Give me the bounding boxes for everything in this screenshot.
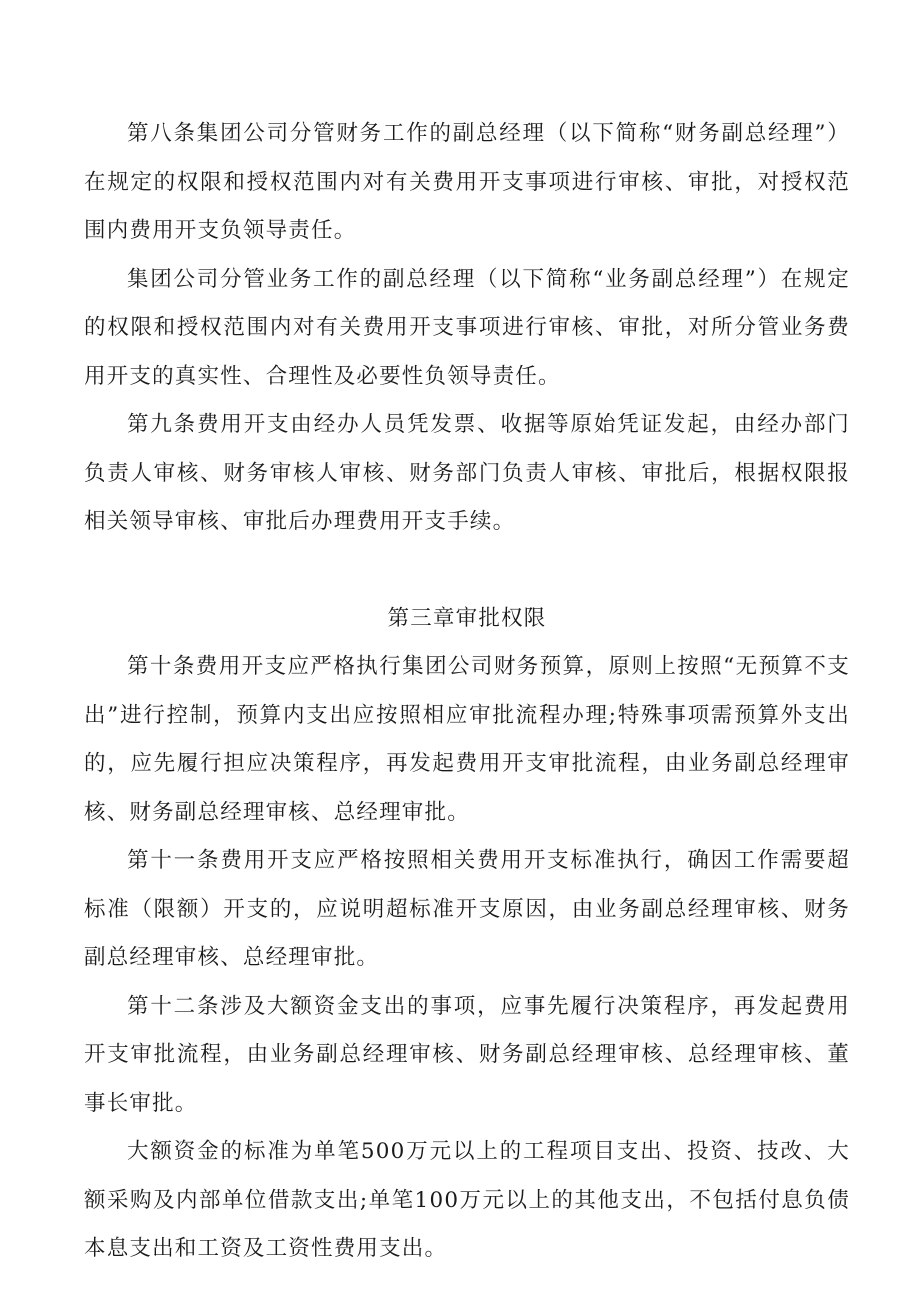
large-fund-standard-paragraph: 大额资金的标准为单笔500万元以上的工程项目支出、投资、技改、大额采购及内部单位借款支出;单笔100万元以上的其他支出，不包括付息负债本息支出和工资及工资性费用支出。	[84, 1139, 850, 1261]
article-8-paragraph: 第八条集团公司分管财务工作的副总经理（以下简称“财务副总经理”）在规定的权限和授权范围内对有关费用开支事项进行审核、审批，对授权范围内费用开支负领导责任。	[84, 121, 850, 243]
chapter-heading: 第三章审批权限	[387, 605, 547, 631]
article-10-paragraph: 第十条费用开支应严格执行集团公司财务预算，原则上按照“无预算不支出”进行控制，预算内支出应按照相应审批流程办理;特殊事项需预算外支出的，应先履行担应决策程序，再发起费用开支审批流程，由业务副总经理审核、财务副总经理审核、总经理审批。	[84, 654, 850, 825]
document-body	[84, 110, 850, 1274]
article-11-paragraph: 第十一条费用开支应严格按照相关费用开支标准执行，确因工作需要超标准（限额）开支的，应说明超标准开支原因，由业务副总经理审核、财务副总经理审核、总经理审批。	[84, 848, 850, 970]
article-9-paragraph: 第九条费用开支由经办人员凭发票、收据等原始凭证发起，由经办部门负责人审核、财务审核人审核、财务部门负责人审核、审批后，根据权限报相关领导审核、审批后办理费用开支手续。	[84, 412, 850, 534]
article-12-paragraph: 第十二条涉及大额资金支出的事项，应事先履行决策程序，再发起费用开支审批流程，由业务副总经理审核、财务副总经理审核、总经理审核、董事长审批。	[84, 993, 850, 1116]
article-8-business-vp-paragraph: 集团公司分管业务工作的副总经理（以下简称“业务副总经理”）在规定的权限和授权范围内对有关费用开支事项进行审核、审批，对所分管业务费用开支的真实性、合理性及必要性负领导责任。	[84, 266, 850, 389]
